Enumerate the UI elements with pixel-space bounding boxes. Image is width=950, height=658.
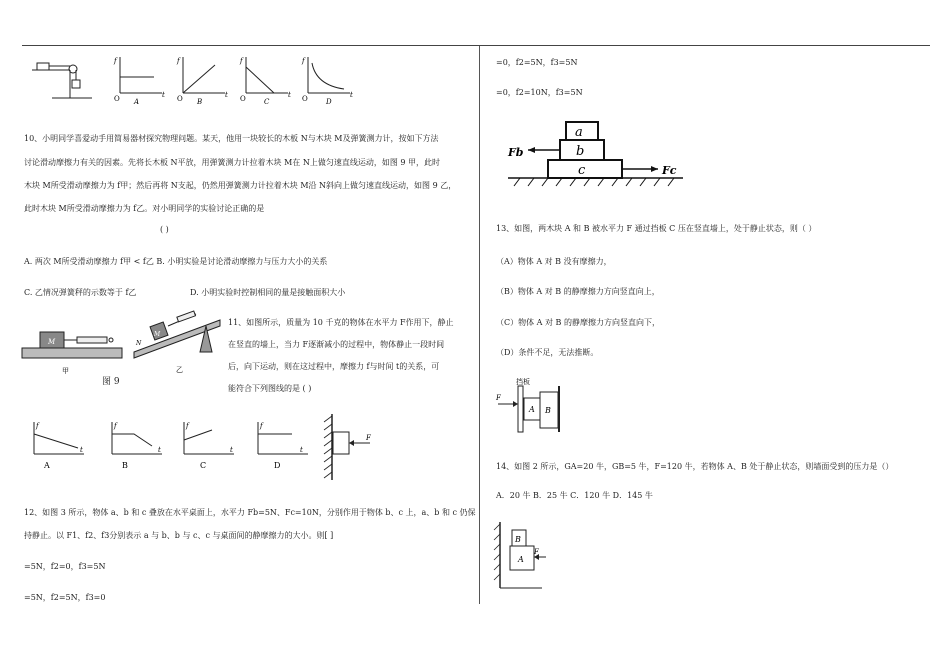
q13-stem: 13、如图，两木块 A 和 B 被水平力 F 通过挡板 C 压在竖直墙上，处于静止状态，则（ ） — [496, 224, 817, 233]
q12-option-c: =0，f2=5N，f3=5N — [496, 58, 578, 67]
q10-line-3: 木块 M所受滑动摩擦力为 f甲；然后再将 N支起，仍然用弹簧测力计拉着木块 M沿 N斜向上做匀速直线运动，如图 9 乙， — [24, 181, 457, 190]
q14-b-label: B — [515, 535, 521, 544]
q11-a-f: f — [36, 422, 39, 430]
q11-graph-b — [106, 418, 166, 470]
fig9-jia — [22, 318, 132, 378]
q11-wall-f-label: F — [366, 434, 371, 442]
graph-b-label: B — [197, 98, 203, 106]
block-b-label: b — [576, 144, 585, 159]
fb-label: Fb — [508, 146, 524, 159]
column-divider — [479, 46, 480, 604]
q12-stacked-blocks-figure — [508, 118, 698, 188]
q12-line-2: 持静止。以 F1、f2、f3分别表示 a 与 b、b 与 c、c 与桌面间的静摩擦力的大小。则[ ] — [24, 531, 334, 540]
q9-graph-b — [175, 55, 230, 105]
q10-options-ab: A. 两次 M所受滑动摩擦力 f甲 < f乙 B. 小明实验是讨论滑动摩擦力与压力大小的关系 — [24, 257, 328, 266]
graph-a-x-label: t — [162, 91, 165, 99]
q11-a-label: A — [44, 461, 50, 470]
q11-graph-c — [178, 418, 238, 470]
q11-b-f: f — [114, 422, 117, 430]
graph-a-origin: O — [114, 95, 120, 103]
q11-b-t: t — [158, 446, 161, 454]
q13-option-a: （A）物体 A 对 B 没有摩擦力， — [496, 257, 612, 266]
q11-c-f: f — [186, 422, 189, 430]
q12-option-d: =0，f2=10N，f3=5N — [496, 88, 583, 97]
q10-answer-paren: ( ) — [160, 225, 169, 234]
q11-a-t: t — [80, 446, 83, 454]
q11-c-t: t — [230, 446, 233, 454]
q12-option-a: =5N，f2=0，f3=5N — [24, 562, 106, 571]
fc-label: Fc — [662, 164, 677, 177]
q10-line-1: 10、小明同学喜爱动手用简易器材探究物理问题。某天，他用一块较长的木板 N与木块 M及弹簧测力计，按如下方法 — [24, 134, 439, 143]
q9-pulley-figure — [32, 60, 92, 100]
q13-board-label: 挡板 — [516, 378, 530, 386]
fig9-title: 图 9 — [102, 377, 120, 387]
q11-d-f: f — [260, 422, 263, 430]
q11-c-label: C — [200, 461, 207, 470]
graph-a-label: A — [134, 98, 140, 106]
q11-line-3: 后，向下运动，则在这过程中，摩擦力 f与时间 t的关系，可 — [228, 362, 440, 371]
graph-d-y-label: f — [302, 57, 305, 65]
graph-b-origin: O — [177, 95, 183, 103]
q11-line-1: 11、如图所示，质量为 10 千克的物体在水平力 F作用下，静止 — [228, 318, 454, 327]
q10-option-d: D. 小明实验时控制相同的量是接触面积大小 — [190, 288, 346, 297]
q11-wall-figure — [322, 412, 382, 482]
q10-line-4: 此时木块 M所受滑动摩擦力为 f乙。对小明同学的实验讨论正确的是 — [24, 204, 265, 213]
block-a-label: a — [575, 125, 583, 140]
q10-line-2: 讨论滑动摩擦力有关的因素。先将长木板 N平放，用弹簧测力计拉着木块 M在 N上做匀速直线运动，如图 9 甲，此时 — [24, 158, 440, 167]
q13-figure — [494, 376, 574, 436]
q9-graph-a — [112, 55, 167, 105]
q13-option-b: （B）物体 A 对 B 的静摩擦力方向竖直向上， — [496, 287, 660, 296]
q14-a-label: A — [518, 555, 524, 564]
q14-f-label: F — [534, 548, 539, 556]
q14-figure — [492, 520, 552, 592]
graph-c-label: C — [264, 98, 270, 106]
graph-c-y-label: f — [240, 57, 243, 65]
q14-stem: 14、如图 2 所示，GA=20 牛，GB=5 牛，F=120 牛，若物体 A、B 处于静止状态，则墙面受到的压力是（） — [496, 462, 894, 471]
fig9-yi-label: 乙 — [176, 366, 183, 374]
fig9-yi — [132, 300, 227, 378]
q11-graph-a — [28, 418, 88, 470]
fig9-jia-m-label: M — [48, 338, 56, 346]
top-rule — [22, 45, 930, 46]
fig9-yi-m-label: M — [154, 331, 161, 338]
q12-line-1: 12、如图 3 所示，物体 a、b 和 c 叠放在水平桌面上，水平力 Fb=5N、Fc=10N，分别作用于物体 b、c 上，a、b 和 c 仍保 — [24, 508, 476, 517]
q11-b-label: B — [122, 461, 128, 470]
graph-b-x-label: t — [225, 91, 228, 99]
q11-line-4: 能符合下列图线的是 ( ) — [228, 384, 312, 393]
graph-d-origin: O — [302, 95, 308, 103]
graph-d-label: D — [326, 98, 332, 106]
graph-d-x-label: t — [350, 91, 353, 99]
q13-option-d: （D）条件不足，无法推断。 — [496, 348, 599, 357]
fig9-yi-n-label: N — [136, 340, 142, 347]
q10-option-c: C. 乙情况弹簧秤的示数等于 f乙 — [24, 288, 137, 297]
graph-c-origin: O — [240, 95, 246, 103]
q13-b-label: B — [545, 406, 551, 415]
q11-graph-d — [252, 418, 312, 470]
graph-a-y-label: f — [114, 57, 117, 65]
graph-b-y-label: f — [177, 57, 180, 65]
q13-a-label: A — [529, 405, 535, 414]
q13-f-label: F — [496, 394, 501, 402]
q11-d-label: D — [274, 461, 281, 470]
block-c-label: c — [578, 163, 586, 178]
graph-c-x-label: t — [288, 91, 291, 99]
q11-line-2: 在竖直的墙上，当力 F逐渐减小的过程中，物体静止一段时间 — [228, 340, 445, 349]
q11-d-t: t — [300, 446, 303, 454]
q14-options: A．20 牛 B．25 牛 C．120 牛 D．145 牛 — [496, 491, 653, 500]
fig9-jia-label: 甲 — [62, 367, 69, 375]
q12-option-b: =5N，f2=5N，f3=0 — [24, 593, 106, 602]
q9-graph-d — [300, 55, 360, 105]
q13-option-c: （C）物体 A 对 B 的静摩擦力方向竖直向下， — [496, 318, 660, 327]
q9-graph-c — [238, 55, 293, 105]
